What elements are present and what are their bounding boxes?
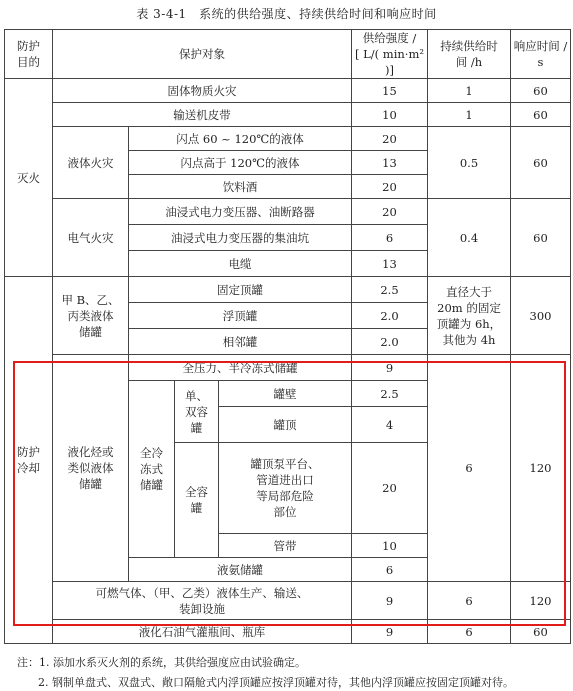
electric-item-intensity: 6 bbox=[352, 225, 428, 251]
row-gas-duration: 6 bbox=[428, 582, 511, 620]
note-2: 2. 钢制单盘式、双盘式、敞口隔舱式内浮顶罐应按浮顶罐对待，其他内浮顶罐应按固定顶罐对待。 bbox=[38, 676, 514, 689]
row-solid-response: 60 bbox=[511, 79, 571, 103]
lpg-wall-intensity: 2.5 bbox=[352, 381, 428, 407]
lpg-wall-name: 罐壁 bbox=[219, 381, 352, 407]
note-1: 注：1. 添加水系灭火剂的系统，其供给强度应由试验确定。 bbox=[17, 656, 306, 669]
lpg-pressure-name: 全压力、半冷冻式储罐 bbox=[129, 355, 352, 381]
row-gas-name: 可燃气体、（甲、乙类）液体生产、输送、 装卸设施 bbox=[53, 582, 352, 620]
supply-table bbox=[4, 29, 571, 644]
electric-item-name: 油浸式电力变压器、油断路器 bbox=[129, 199, 352, 225]
purpose-extinguish: 灭火 bbox=[5, 79, 53, 277]
tank-item-name: 浮顶罐 bbox=[129, 303, 352, 329]
row-belt-response: 60 bbox=[511, 103, 571, 127]
tank-duration: 直径大于 20m 的固定 顶罐为 6h， 其他为 4h bbox=[428, 277, 511, 355]
tank-item-intensity: 2.0 bbox=[352, 303, 428, 329]
header-intensity: 供给强度 / [ L/( min·m² )] bbox=[352, 30, 428, 79]
liquid-item-name: 闪点 60 ~ 120℃的液体 bbox=[129, 127, 352, 151]
header-response: 响应时间 / s bbox=[511, 30, 571, 79]
row-solid-name: 固体物质火灾 bbox=[53, 79, 352, 103]
electric-response: 60 bbox=[511, 199, 571, 277]
liquid-item-intensity: 20 bbox=[352, 175, 428, 199]
lpg-pressure-intensity: 9 bbox=[352, 355, 428, 381]
header-purpose: 防护 目的 bbox=[5, 30, 53, 79]
row-belt-duration: 1 bbox=[428, 103, 511, 127]
lpg-pump-intensity: 20 bbox=[352, 443, 428, 534]
row-solid-duration: 1 bbox=[428, 79, 511, 103]
lpg-pump-name: 罐顶泵平台、 管道进出口 等局部危险 部位 bbox=[219, 443, 352, 534]
purpose-protect-cooling: 防护 冷却 bbox=[5, 277, 53, 644]
lpg-roof-name: 罐顶 bbox=[219, 407, 352, 443]
electric-item-intensity: 13 bbox=[352, 251, 428, 277]
liquid-item-intensity: 13 bbox=[352, 151, 428, 175]
group-liquid-fire: 液体火灾 bbox=[53, 127, 129, 199]
row-gas-intensity: 9 bbox=[352, 582, 428, 620]
table-caption: 表 3-4-1 系统的供给强度、持续供给时间和响应时间 bbox=[136, 7, 437, 21]
lpg-single-double: 单、 双容 罐 bbox=[175, 381, 219, 443]
tank-item-intensity: 2.5 bbox=[352, 277, 428, 303]
row-lpg-store-duration: 6 bbox=[428, 620, 511, 644]
electric-duration: 0.4 bbox=[428, 199, 511, 277]
row-solid-intensity: 15 bbox=[352, 79, 428, 103]
lpg-ammonia-intensity: 6 bbox=[352, 558, 428, 582]
lpg-response: 120 bbox=[511, 355, 571, 582]
tank-response: 300 bbox=[511, 277, 571, 355]
tank-item-name: 固定顶罐 bbox=[129, 277, 352, 303]
tank-item-name: 相邻罐 bbox=[129, 329, 352, 355]
group-tank-class: 甲 B、乙、 丙类液体 储罐 bbox=[53, 277, 129, 355]
row-lpg-store-response: 60 bbox=[511, 620, 571, 644]
electric-item-name: 油浸式电力变压器的集油坑 bbox=[129, 225, 352, 251]
lpg-ammonia-name: 液氨储罐 bbox=[129, 558, 352, 582]
group-electric-fire: 电气火灾 bbox=[53, 199, 129, 277]
header-object: 保护对象 bbox=[53, 30, 352, 79]
liquid-item-name: 闪点高于 120℃的液体 bbox=[129, 151, 352, 175]
electric-item-name: 电缆 bbox=[129, 251, 352, 277]
liquid-duration: 0.5 bbox=[428, 127, 511, 199]
lpg-pipe-name: 管带 bbox=[219, 534, 352, 558]
group-lpg-tank: 液化烃或 类似液体 储罐 bbox=[53, 355, 129, 582]
liquid-item-intensity: 20 bbox=[352, 127, 428, 151]
liquid-item-name: 饮料酒 bbox=[129, 175, 352, 199]
row-gas-response: 120 bbox=[511, 582, 571, 620]
lpg-full-cold: 全冷 冻式 储罐 bbox=[129, 381, 175, 558]
row-belt-name: 输送机皮带 bbox=[53, 103, 352, 127]
row-belt-intensity: 10 bbox=[352, 103, 428, 127]
electric-item-intensity: 20 bbox=[352, 199, 428, 225]
lpg-duration: 6 bbox=[428, 355, 511, 582]
header-duration: 持续供给时 间 /h bbox=[428, 30, 511, 79]
row-lpg-store-intensity: 9 bbox=[352, 620, 428, 644]
liquid-response: 60 bbox=[511, 127, 571, 199]
lpg-full-containment: 全容 罐 bbox=[175, 443, 219, 558]
tank-item-intensity: 2.0 bbox=[352, 329, 428, 355]
row-lpg-store-name: 液化石油气灌瓶间、瓶库 bbox=[53, 620, 352, 644]
lpg-roof-intensity: 4 bbox=[352, 407, 428, 443]
lpg-pipe-intensity: 10 bbox=[352, 534, 428, 558]
